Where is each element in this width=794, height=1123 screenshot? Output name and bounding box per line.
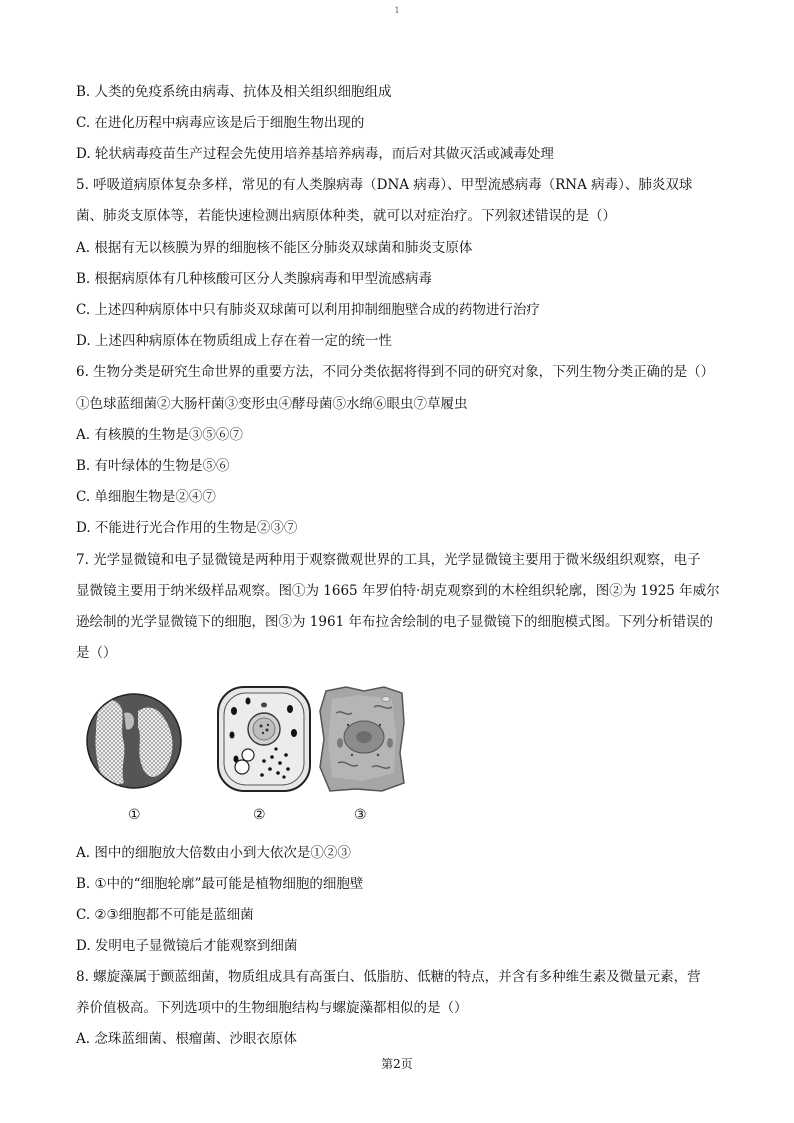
- text-line: C. 上述四种病原体中只有肺炎双球菌可以利用抑制细胞壁合成的药物进行治疗: [76, 302, 540, 318]
- electron-microscope-cell-image: [316, 683, 408, 795]
- text-line: D. 发明电子显微镜后才能观察到细菌: [76, 938, 298, 954]
- text-line: 8. 螺旋藻属于颤蓝细菌，物质组成具有高蛋白、低脂肪、低糖的特点，并含有多种维生素及微量元素，营: [76, 969, 701, 985]
- light-microscope-cell-image: [214, 683, 314, 795]
- header-mark: 1: [394, 6, 400, 15]
- text-line: D. 上述四种病原体在物质组成上存在着一定的统一性: [76, 333, 392, 349]
- cell-figure: [84, 683, 414, 828]
- text-line: 菌、肺炎支原体等，若能快速检测出病原体种类，就可以对症治疗。下列叙述错误的是（）: [76, 208, 616, 224]
- page-number: 第2页: [381, 1057, 413, 1071]
- text-line: B. 根据病原体有几种核酸可区分人类腺病毒和甲型流感病毒: [76, 271, 433, 287]
- text-line: A. 有核膜的生物是③⑤⑥⑦: [76, 427, 243, 443]
- text-line: A. 念珠蓝细菌、根瘤菌、沙眼衣原体: [76, 1031, 297, 1047]
- text-line: 是（）: [76, 645, 117, 661]
- figure-label-1: ①: [128, 807, 141, 823]
- text-line: B. 有叶绿体的生物是⑤⑥: [76, 458, 230, 474]
- figure-label-3: ③: [354, 807, 367, 823]
- text-line: C. 在进化历程中病毒应该是后于细胞生物出现的: [76, 115, 365, 131]
- text-line: 养价值极高。下列选项中的生物细胞结构与螺旋藻都相似的是（）: [76, 1000, 468, 1016]
- text-line: 逊绘制的光学显微镜下的细胞，图③为 1961 年布拉舍绘制的电子显微镜下的细胞模式图。下列分析错误的: [76, 614, 713, 630]
- text-line: B. ①中的“细胞轮廓”最可能是植物细胞的细胞壁: [76, 876, 364, 892]
- text-line: ①色球蓝细菌②大肠杆菌③变形虫④酵母菌⑤水绵⑥眼虫⑦草履虫: [76, 396, 468, 412]
- text-line: 5. 呼吸道病原体复杂多样，常见的有人类腺病毒（DNA 病毒）、甲型流感病毒（RNA 病毒）、肺炎双球: [76, 177, 693, 193]
- text-line: A. 图中的细胞放大倍数由小到大依次是①②③: [76, 845, 351, 861]
- text-line: 6. 生物分类是研究生命世界的重要方法，不同分类依据将得到不同的研究对象，下列生物分类正确的是（）: [76, 364, 715, 380]
- cork-tissue-image: [84, 691, 184, 791]
- text-line: A. 根据有无以核膜为界的细胞核不能区分肺炎双球菌和肺炎支原体: [76, 240, 473, 256]
- text-line: D. 轮状病毒疫苗生产过程会先使用培养基培养病毒，而后对其做灭活或减毒处理: [76, 146, 554, 162]
- text-line: C. ②③细胞都不可能是蓝细菌: [76, 907, 254, 923]
- text-line: C. 单细胞生物是②④⑦: [76, 489, 216, 505]
- figure-label-2: ②: [253, 807, 266, 823]
- text-line: 7. 光学显微镜和电子显微镜是两种用于观察微观世界的工具，光学显微镜主要用于微米级组织观察，电子: [76, 552, 701, 568]
- text-line: B. 人类的免疫系统由病毒、抗体及相关组织细胞组成: [76, 84, 392, 100]
- text-line: D. 不能进行光合作用的生物是②③⑦: [76, 520, 298, 536]
- text-line: 显微镜主要用于纳米级样品观察。图①为 1665 年罗伯特·胡克观察到的木栓组织轮廓，图②为 1925 年威尔: [76, 583, 720, 599]
